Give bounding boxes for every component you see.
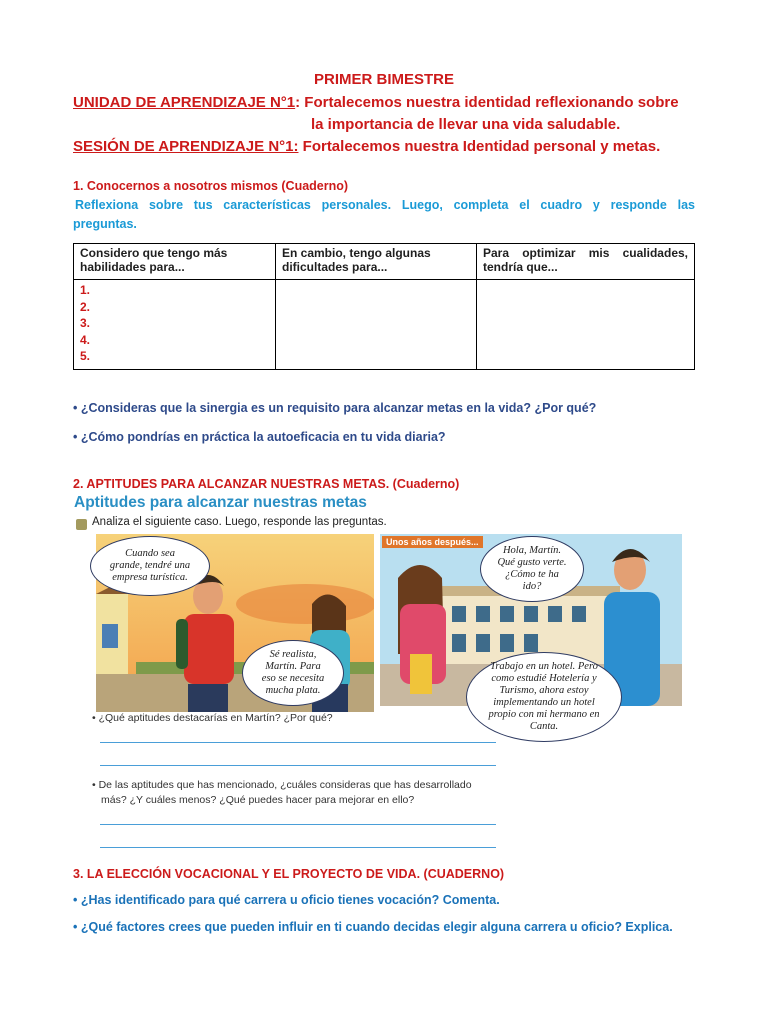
- section-1-instruction: Reflexiona sobre tus características personales. Luego, completa el cuadro y responde las: [75, 198, 695, 212]
- table-header-optimizar-line1: Para optimizar mis cualidades,: [483, 246, 688, 260]
- speech-bubble: Hola, Martín. Qué gusto verte. ¿Cómo te ha ido?: [480, 536, 584, 602]
- answer-line[interactable]: [100, 847, 496, 848]
- scene-2-banner: Unos años después...: [382, 536, 483, 548]
- section-1-question-2: • ¿Cómo pondrías en práctica la autoeficacia en tu vida diaria?: [73, 430, 446, 444]
- section-3-heading: 3. LA ELECCIÓN VOCACIONAL Y EL PROYECTO DE VIDA. (CUADERNO): [73, 867, 505, 881]
- speech-bubble: Trabajo en un hotel. Pero como estudié Hotelería y Turismo, ahora estoy implementando un hotel propio con mi hermano en Canta.: [466, 652, 622, 742]
- sesion-label: SESIÓN DE APRENDIZAJE N°1:: [73, 138, 299, 155]
- book-title: Aptitudes para alcanzar nuestras metas: [74, 494, 367, 511]
- table-header-habilidades: Considero que tengo más habilidades para...: [74, 244, 276, 280]
- unidad-text: : Fortalecemos nuestra identidad reflexionando sobre: [295, 94, 679, 111]
- list-number: 2.: [80, 299, 91, 314]
- unidad-text-continued: la importancia de llevar una vida saludable.: [311, 116, 621, 133]
- unidad-label: UNIDAD DE APRENDIZAJE N°1: [73, 94, 296, 111]
- reflection-table: [73, 243, 695, 370]
- answer-line[interactable]: [100, 765, 496, 766]
- section-1-heading: 1. Conocernos a nosotros mismos (Cuaderno): [73, 179, 349, 193]
- table-header-optimizar: [477, 244, 695, 280]
- answer-line[interactable]: [100, 824, 496, 825]
- table-cell-dificultades[interactable]: [276, 280, 477, 370]
- sesion-line: [73, 138, 660, 155]
- section-3-question-2: • ¿Qué factores crees que pueden influir en ti cuando decidas elegir alguna carrera u oficio? Explica.: [73, 920, 673, 934]
- section-3-question-1: • ¿Has identificado para qué carrera u oficio tienes vocación? Comenta.: [73, 893, 500, 907]
- table-header-optimizar-line2: tendría que...: [483, 260, 558, 274]
- book-question-1: • ¿Qué aptitudes destacarías en Martín? ¿Por qué?: [92, 712, 333, 724]
- list-number: 3.: [80, 316, 91, 330]
- speech-bubble: Cuando sea grande, tendré una empresa turística.: [90, 536, 210, 596]
- answer-line[interactable]: [100, 742, 496, 743]
- table-header-dificultades: En cambio, tengo algunas dificultades para...: [276, 244, 477, 280]
- book-instruction: Analiza el siguiente caso. Luego, responde las preguntas.: [92, 516, 387, 528]
- section-1-question-1: • ¿Consideras que la sinergia es un requisito para alcanzar metas en la vida? ¿Por qué?: [73, 401, 597, 415]
- table-cell-optimizar[interactable]: [477, 280, 695, 370]
- speech-bubble: Sé realista, Martín. Para eso se necesita mucha plata.: [242, 640, 344, 706]
- book-question-2: • De las aptitudes que has mencionado, ¿cuáles consideras que has desarrollado: [92, 779, 472, 791]
- square-bullet-icon: [76, 519, 87, 530]
- section-2-heading: 2. APTITUDES PARA ALCANZAR NUESTRAS METAS. (Cuaderno): [73, 477, 460, 491]
- sesion-text: Fortalecemos nuestra Identidad personal y metas.: [298, 138, 661, 155]
- list-number: 4.: [80, 332, 91, 347]
- table-cell-habilidades[interactable]: [74, 280, 276, 370]
- list-number: 5.: [80, 349, 91, 363]
- section-1-instruction-cont: preguntas.: [73, 217, 137, 231]
- page-title: PRIMER BIMESTRE: [314, 71, 455, 88]
- book-question-2-cont: más? ¿Y cuáles menos? ¿Qué puedes hacer para mejorar en ello?: [101, 794, 415, 806]
- unidad-line: [73, 94, 679, 111]
- list-number: 1.: [80, 283, 91, 297]
